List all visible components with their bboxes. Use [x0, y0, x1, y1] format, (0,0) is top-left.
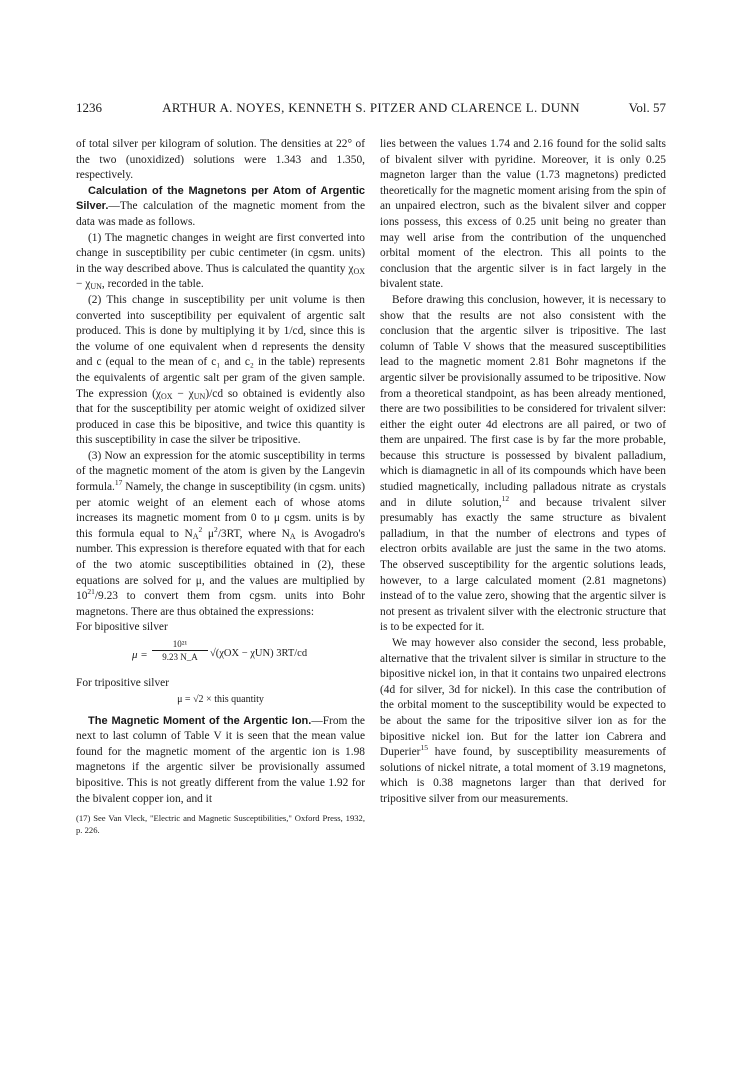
section-paragraph: Calculation of the Magnetons per Atom of Argentic Silver.—The calculation of the magnetic moment from the data was made as follows.: [76, 184, 365, 228]
equation-tripositive: μ = √2 × this quantity: [177, 693, 264, 705]
paragraph: of total silver per kilogram of solution. The densities at 22° of the two (unoxidized) solutions were 1.343 and 1.350, respectively.: [76, 138, 365, 182]
page-number: 1236: [76, 100, 102, 115]
equation-label: For tripositive silver: [76, 677, 170, 689]
equation-lhs: μ =: [132, 649, 148, 661]
section-paragraph: The Magnetic Moment of the Argentic Ion.—From the next to last column of Table V it is seen that the mean value found for the magnetic moment of the argentic ion is 1.98 magnetons if the argentic silver be provisionally assumed bipositive. This is not greatly different from the value 1.92 for the bivalent copper ion, and it: [76, 714, 365, 805]
section-heading: The Magnetic Moment of the Argentic Ion.: [88, 714, 312, 727]
page-header: [76, 100, 666, 120]
paragraph: (1) The magnetic changes in weight are first converted into change in susceptibility per cubic centimeter (in cgsm. units) in the way described above. Thus is calculated the quantity $\chi_{OX} - \chi_{UN}$, recorded in the table.: [76, 231, 365, 292]
reference-marker: 15: [420, 743, 428, 753]
paragraph: (3) Now an expression for the atomic susceptibility in terms of the magnetic moment of the atom is given by the Langevin formula.$^{17}$ Namely, the change in susceptibility (in cgsm. units) per atomic weight of an element each of whose atoms increases its magnetic moment from 0 to μ cgsm. units is by this formula equal to $N_A^2$ $\mu^2/3RT$, where $N_A$ is Avogadro's number. This expression is therefore equated with that for each of the two atomic susceptibilities obtained in (2), these equations are solved for μ, and the values are multiplied by $10^{21}/9.23$ to convert them from cgsm. units into Bohr magnetons. There are thus obtained the expressions:: [76, 449, 365, 618]
section-heading: Calculation of the Magnetons per Atom of Argentic Silver.: [76, 184, 365, 213]
reference-marker: 17: [114, 478, 123, 488]
left-column: [76, 137, 365, 836]
equation-label: For bipositive silver: [76, 621, 168, 634]
equation-fraction: [152, 638, 208, 664]
paragraph: We may however also consider the second, less probable, alternative that the trivalent silver is similar in structure to the bipositive nickel ion, in that it contains two unpaired electrons (4d for silver, 3d for nickel). In this case the contribution of the orbital moment to the susceptibility would be expected to be about the same for the tripositive silver ion as for the bipositive nickel ion. But for the latter ion Cabrera and Duperier$^{15}$ have found, by susceptibility measurements of solutions of nickel nitrate, a total moment of 3.19 magnetons, which is 0.38 magnetons larger than that derived for tripositive silver from our measurements.: [380, 637, 666, 805]
volume-label: Vol. 57: [628, 100, 666, 115]
equation-bipositive: [76, 638, 365, 674]
paragraph: (2) This change in susceptibility per unit volume is then converted into susceptibility per equivalent of argentic salt produced. This is done by multiplying it by 1/cd, since this is the volume of one equivalent when d represents the density and c (equal to the mean of c₁ and c₂ in the table) represents the equivalents of argentic salt per gram of the given sample. The expression $(\chi_{OX} - \chi_{UN})/cd$ so obtained is evidently also that for the susceptibility per atomic weight of oxidized silver produced in case this be bipositive, and twice this quantity is this susceptibility in case the silver be tripositive.: [76, 293, 365, 447]
equation-radical: √(χOX − χUN) 3RT/cd: [210, 648, 308, 659]
running-title: ARTHUR A. NOYES, KENNETH S. PITZER AND CLARENCE L. DUNN: [162, 100, 580, 115]
paragraph: Before drawing this conclusion, however, it is necessary to show that the results are not also consistent with the conclusion that the argentic silver is tripositive. The last column of Table V shows that the measured susceptibilities lead to the magnetic moment 2.81 Bohr magnetons if the argentic silver be provisionally assumed to be tripositive. Now from a theoretical standpoint, as has been already mentioned, there are two possibilities to be considered for trivalent silver: either the eight outer 4d electrons are all paired, or two of them are unpaired. The first case is by far the more probable, because this structure is possessed by bivalent palladium, which is diamagnetic in all of its compounds which have been studied magnetically, including palladous nitrate as crystals and in dilute solution,$^{12}$ and because trivalent silver presumably has exactly the same structure as bivalent palladium, in that the number of electrons and types of electron orbits available are just the same in the two atoms. The observed susceptibility for the argentic solutions leads, however, to a large calculated moment (2.81 magnetons) instead of to the value zero, showing that the argentic silver is not present as trivalent silver with the electronic structure that is to be expected for it.: [380, 293, 666, 634]
reference-marker: 12: [501, 493, 510, 503]
fraction-denominator: 9.23 N_A: [162, 652, 198, 662]
right-column: [380, 137, 666, 808]
fraction-numerator: 10²¹: [152, 638, 208, 651]
paragraph: lies between the values 1.74 and 2.16 found for the solid salts of bivalent silver with pyridine. Moreover, it is only 0.25 magneton larger than the value (1.73 magnetons) predicted theoretically for the magnetic moment arising from the spin of an unpaired electron, such as the bivalent silver and copper ions possess, this excess of 0.25 unit being no greater than may well arise from the contribution of the unquenched orbital moment of the electron. This all points to the conclusion that the argentic silver is in fact largely in the bivalent state.: [380, 138, 666, 291]
footnote: (17) See Van Vleck, "Electric and Magnetic Susceptibilities," Oxford Press, 1932, p. 226.: [76, 813, 365, 835]
